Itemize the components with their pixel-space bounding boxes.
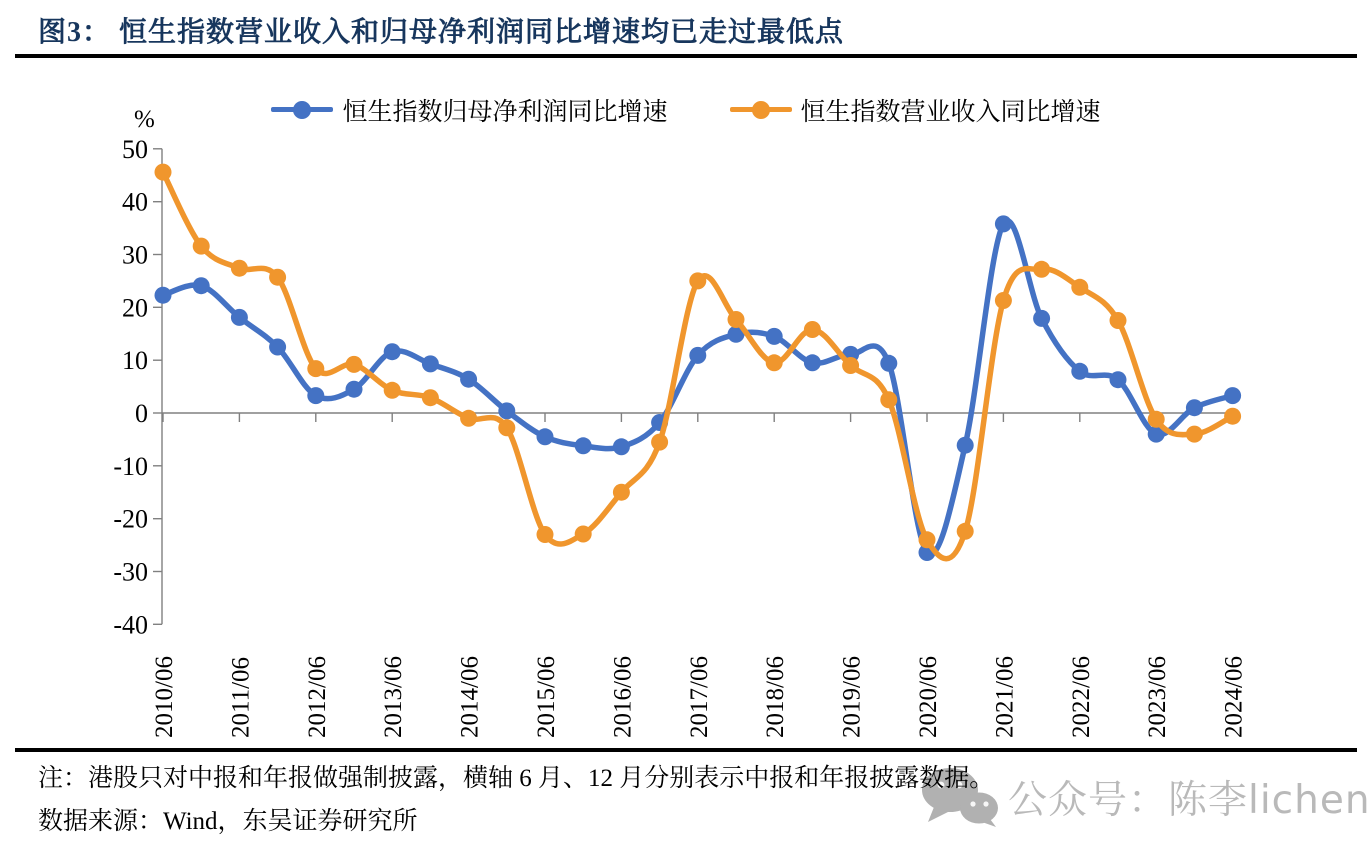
chart-legend (0, 92, 1372, 128)
svg-text:2010/06: 2010/06 (151, 656, 178, 738)
svg-text:40: 40 (122, 187, 148, 217)
legend-item-revenue (730, 92, 1101, 128)
footnote-block (38, 757, 1368, 843)
svg-text:2017/06: 2017/06 (685, 656, 713, 738)
svg-text:2021/06: 2021/06 (991, 656, 1019, 738)
data-source-text: 数据来源：Wind，东吴证券研究所 (38, 808, 418, 835)
legend-label-net-profit: 恒生指数归母净利润同比增速 (342, 99, 668, 126)
svg-text:2018/06: 2018/06 (762, 656, 790, 738)
svg-text:2020/06: 2020/06 (915, 656, 942, 738)
chart-area (0, 95, 1372, 748)
svg-text:10: 10 (122, 346, 148, 376)
line-marker-icon (730, 101, 792, 119)
bottom-divider-rule (15, 748, 1357, 752)
svg-text:2011/06: 2011/06 (227, 656, 255, 738)
footnote-text: 注：港股只对中报和年报做强制披露，横轴 6 月、12 月分别表示中报和年报披露数据。 (38, 765, 995, 792)
svg-text:2014/06: 2014/06 (456, 656, 484, 738)
svg-text:0: 0 (135, 399, 148, 428)
svg-text:-40: -40 (113, 610, 148, 640)
svg-text:2016/06: 2016/06 (609, 656, 637, 738)
top-divider-rule (15, 54, 1357, 58)
line-marker-icon (271, 101, 333, 119)
chart-svg (0, 95, 1372, 748)
svg-text:20: 20 (122, 293, 148, 323)
svg-text:-10: -10 (113, 451, 148, 481)
y-axis-unit-label: % (134, 106, 155, 133)
svg-text:50: 50 (122, 134, 148, 164)
svg-text:2022/06: 2022/06 (1067, 656, 1095, 738)
svg-text:30: 30 (122, 240, 148, 270)
legend-label-revenue: 恒生指数营业收入同比增速 (800, 99, 1101, 126)
figure-title: 图3： 恒生指数营业收入和归母净利润同比增速均已走过最低点 (38, 17, 845, 48)
svg-text:2019/06: 2019/06 (838, 656, 866, 738)
svg-text:2013/06: 2013/06 (380, 656, 408, 738)
y-axis (153, 149, 162, 625)
legend-item-net-profit (271, 92, 667, 128)
svg-text:2015/06: 2015/06 (533, 656, 560, 738)
series-net-profit-yoy (155, 215, 1242, 561)
svg-text:2024/06: 2024/06 (1220, 656, 1248, 738)
x-axis-tick-labels (151, 413, 1248, 738)
svg-text:-30: -30 (113, 557, 148, 587)
svg-text:-20: -20 (113, 504, 148, 534)
y-axis-tick-labels (113, 135, 148, 640)
svg-text:2012/06: 2012/06 (303, 656, 331, 738)
watermark-text: 公众号：陈李lichen (1008, 778, 1371, 823)
svg-text:2023/06: 2023/06 (1144, 656, 1172, 738)
